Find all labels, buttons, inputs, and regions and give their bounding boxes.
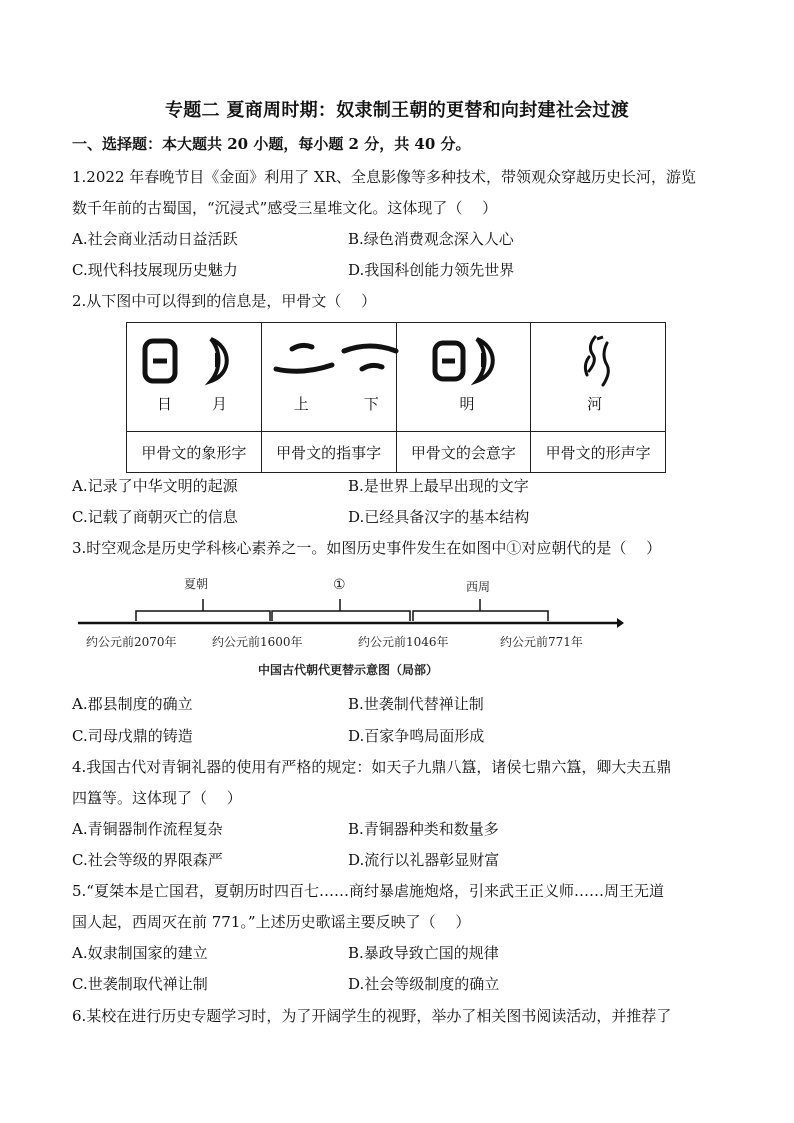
q4-option-d: D.流行以礼器彰显财富 — [348, 851, 500, 869]
q2-option-c: C.记载了商朝灭亡的信息 — [72, 508, 238, 526]
date-2070: 约公元前2070年 — [86, 635, 177, 649]
caption-phono-semantic: 甲骨文的形声字 — [531, 432, 666, 473]
q5-option-c: C.世袭制取代禅让制 — [72, 975, 208, 993]
caption-pictograph: 甲骨文的象形字 — [127, 432, 262, 473]
char-yue: 月 — [212, 395, 228, 413]
q1-option-a: A.社会商业活动日益活跃 — [72, 230, 238, 248]
q2-option-d: D.已经具备汉字的基本结构 — [348, 508, 530, 526]
char-he: 河 — [587, 395, 603, 413]
q2-option-a: A.记录了中华文明的起源 — [72, 477, 238, 495]
ming-glyph-icon — [397, 329, 539, 389]
q4-option-c: C.社会等级的界限森严 — [72, 851, 223, 869]
cell-indicative — [261, 323, 396, 432]
timeline-arrow-icon — [617, 618, 624, 628]
question-1-line-1: 1.2022 年春晚节目《金面》利用了 XR、全息影像等多种技术，带领观众穿越历史长河，游览 — [72, 168, 696, 186]
question-5-line-1: 5.“夏桀本是亡国君，夏朝历时四百七……商纣暴虐施炮烙，引来武王正义师……周王无道 — [72, 882, 664, 900]
bracket-xizhou — [413, 611, 548, 621]
q3-option-d: D.百家争鸣局面形成 — [348, 727, 485, 745]
bracket-shang — [272, 611, 410, 621]
he-glyph-icon — [531, 329, 661, 389]
cell-phono-semantic — [531, 323, 666, 432]
caption-indicative: 甲骨文的指事字 — [261, 432, 396, 473]
date-771: 约公元前771年 — [500, 635, 583, 649]
question-4-line-2: 四簋等。这体现了（ ） — [72, 789, 242, 807]
dynasty-timeline — [72, 570, 632, 680]
label-xizhou: 西周 — [466, 580, 491, 594]
q1-option-d: D.我国科创能力领先世界 — [348, 261, 515, 279]
date-1046: 约公元前1046年 — [358, 635, 449, 649]
q2-option-b: B.是世界上最早出现的文字 — [348, 477, 529, 495]
section-heading: 一、选择题：本大题共 20 小题，每小题 2 分，共 40 分。 — [72, 135, 471, 153]
shang-xia-glyph-icon — [262, 329, 404, 389]
q3-option-b: B.世袭制代替禅让制 — [348, 695, 484, 713]
question-2-line-1: 2.从下图中可以得到的信息是，甲骨文（ ） — [72, 292, 377, 310]
char-ri: 日 — [157, 395, 173, 413]
oracle-bone-table — [126, 322, 666, 473]
question-6-line-1: 6.某校在进行历史专题学习时，为了开阔学生的视野，举办了相关图书阅读活动，并推荐了 — [72, 1007, 672, 1025]
cell-pictograph — [127, 323, 262, 432]
char-shang: 上 — [293, 395, 309, 413]
page-title: 专题二 夏商周时期：奴隶制王朝的更替和向封建社会过渡 — [164, 100, 630, 121]
question-1-line-2: 数千年前的古蜀国，“沉浸式”感受三星堆文化。这体现了（ ） — [72, 199, 498, 217]
q1-option-b: B.绿色消费观念深入人心 — [348, 230, 514, 248]
timeline-caption: 中国古代朝代更替示意图（局部） — [258, 663, 439, 677]
caption-compound: 甲骨文的会意字 — [396, 432, 531, 473]
q4-option-b: B.青铜器种类和数量多 — [348, 820, 499, 838]
q4-option-a: A.青铜器制作流程复杂 — [72, 820, 223, 838]
label-xia: 夏朝 — [184, 577, 209, 591]
question-5-line-2: 国人起，西周灭在前 771。”上述历史歌谣主要反映了（ ） — [72, 913, 471, 931]
q3-option-a: A.郡县制度的确立 — [72, 695, 193, 713]
date-1600: 约公元前1600年 — [212, 635, 303, 649]
bracket-xia — [136, 611, 270, 621]
q5-option-a: A.奴隶制国家的建立 — [72, 944, 208, 962]
question-4-line-1: 4.我国古代对青铜礼器的使用有严格的规定：如天子九鼎八簋，诸侯七鼎六簋，卿大夫五鼎 — [72, 758, 672, 776]
q1-option-c: C.现代科技展现历史魅力 — [72, 261, 238, 279]
cell-compound — [396, 323, 531, 432]
q5-option-b: B.暴政导致亡国的规律 — [348, 944, 499, 962]
label-circle-one: ① — [333, 577, 346, 593]
question-3-line-1: 3.时空观念是历史学科核心素养之一。如图历史事件发生在如图中①对应朝代的是（ ） — [72, 539, 662, 557]
q3-option-c: C.司母戊鼎的铸造 — [72, 727, 193, 745]
sun-moon-glyph-icon — [127, 329, 253, 389]
q5-option-d: D.社会等级制度的确立 — [348, 975, 500, 993]
char-xia: 下 — [363, 395, 379, 413]
char-ming: 明 — [459, 395, 475, 413]
